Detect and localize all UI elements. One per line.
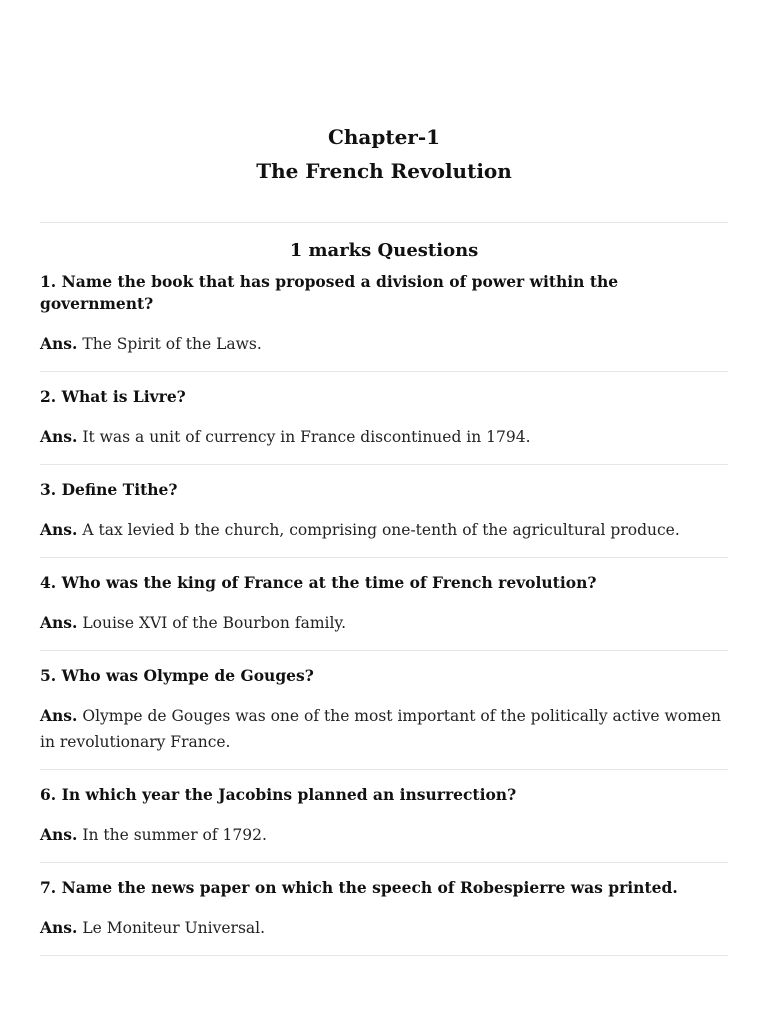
qa-item bbox=[40, 558, 728, 651]
question-text: 3. Define Tithe? bbox=[40, 480, 178, 499]
answer-text bbox=[40, 822, 728, 848]
question-text: 4. Who was the king of France at the time of French revolution? bbox=[40, 573, 597, 592]
answer-body: In the summer of 1792. bbox=[82, 826, 267, 844]
qa-item bbox=[40, 770, 728, 863]
section-heading: 1 marks Questions bbox=[289, 240, 479, 261]
divider bbox=[40, 955, 728, 956]
question-text: 1. Name the book that has proposed a division of power within the government? bbox=[40, 272, 619, 313]
qa-item bbox=[40, 263, 728, 372]
question-text: 2. What is Livre? bbox=[40, 387, 186, 406]
qa-item bbox=[40, 651, 728, 770]
qa-item bbox=[40, 863, 728, 956]
answer-text bbox=[40, 610, 728, 636]
answer-text bbox=[40, 517, 728, 543]
answer-text bbox=[40, 915, 728, 941]
document-title: The French Revolution bbox=[256, 159, 512, 183]
answer-body: A tax levied b the church, comprising one-tenth of the agricultural produce. bbox=[82, 521, 680, 539]
answer-label: Ans. bbox=[40, 334, 78, 353]
answer-text bbox=[40, 424, 728, 450]
answer-text bbox=[40, 703, 728, 755]
document-header bbox=[0, 120, 768, 188]
answer-label: Ans. bbox=[40, 825, 78, 844]
question-text: 5. Who was Olympe de Gouges? bbox=[40, 666, 314, 685]
answer-label: Ans. bbox=[40, 520, 78, 539]
answer-label: Ans. bbox=[40, 427, 78, 446]
answer-body: Louise XVI of the Bourbon family. bbox=[82, 614, 347, 632]
qa-item bbox=[40, 465, 728, 558]
answer-body: The Spirit of the Laws. bbox=[82, 335, 262, 353]
answer-text bbox=[40, 331, 728, 357]
divider bbox=[40, 222, 728, 223]
chapter-heading: Chapter-1 bbox=[327, 125, 441, 149]
answer-body: Olympe de Gouges was one of the most important of the politically active women in revolutionary France. bbox=[40, 707, 721, 751]
answer-label: Ans. bbox=[40, 918, 78, 937]
document-content bbox=[40, 222, 728, 956]
question-text: 6. In which year the Jacobins planned an insurrection? bbox=[40, 785, 517, 804]
qa-item bbox=[40, 372, 728, 465]
answer-label: Ans. bbox=[40, 706, 78, 725]
answer-body: It was a unit of currency in France discontinued in 1794. bbox=[82, 428, 531, 446]
answer-label: Ans. bbox=[40, 613, 78, 632]
answer-body: Le Moniteur Universal. bbox=[82, 919, 266, 937]
question-text: 7. Name the news paper on which the speech of Robespierre was printed. bbox=[40, 878, 678, 897]
